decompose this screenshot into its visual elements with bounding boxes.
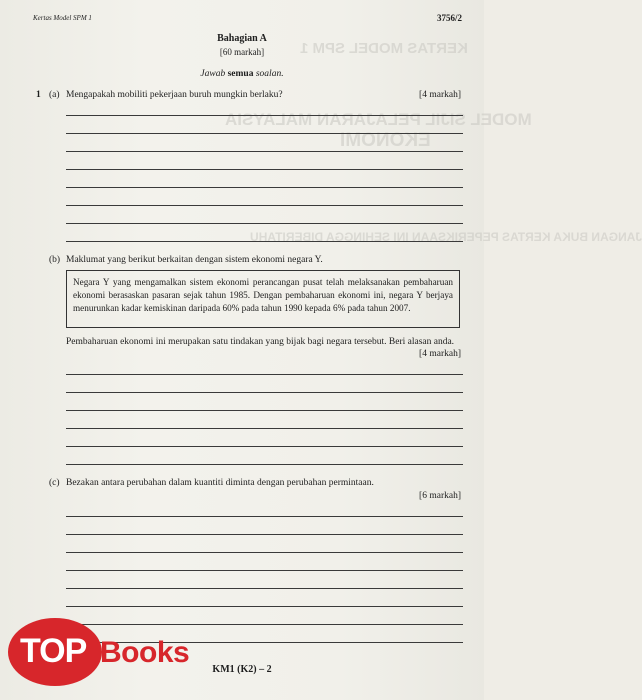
section-instruction: Jawab semua soalan. bbox=[200, 69, 284, 79]
answer-line bbox=[66, 374, 463, 375]
answer-line bbox=[66, 223, 463, 224]
question-number: 1 bbox=[36, 90, 41, 100]
answer-line bbox=[66, 187, 463, 188]
part-b-question: Pembaharuan ekonomi ini merupakan satu tindakan yang bijak bagi negara tersebut. Beri alasan anda. bbox=[66, 337, 455, 347]
logo-books-text: Books bbox=[100, 636, 190, 669]
answer-line bbox=[66, 464, 463, 465]
answer-line bbox=[66, 169, 463, 170]
answer-line bbox=[66, 606, 463, 607]
answer-line bbox=[66, 588, 463, 589]
paper-header-title: Kertas Model SPM 1 bbox=[33, 14, 92, 22]
answer-line bbox=[66, 133, 463, 134]
answer-line bbox=[66, 446, 463, 447]
logo-top-text: TOP bbox=[20, 632, 87, 670]
show-through-text: JANGAN BUKA KERTAS PEPERIKSAAN INI SEHINGGA DIBERITAHU bbox=[250, 230, 642, 244]
answer-line bbox=[66, 534, 463, 535]
section-title: Bahagian A bbox=[217, 33, 267, 44]
answer-line bbox=[66, 151, 463, 152]
answer-line bbox=[66, 570, 463, 571]
part-c-question: Bezakan antara perubahan dalam kuantiti diminta dengan perubahan permintaan. bbox=[66, 478, 374, 488]
answer-line bbox=[66, 205, 463, 206]
answer-line bbox=[66, 428, 463, 429]
answer-line bbox=[66, 552, 463, 553]
part-a-question: Mengapakah mobiliti pekerjaan buruh mungkin berlaku? bbox=[66, 90, 283, 100]
info-box: Negara Y yang mengamalkan sistem ekonomi perancangan pusat telah melaksanakan pembaharuan ekonomi berasaskan pasaran sejak tahun 1985. Dengan pembaharuan ekonomi ini, negara Y berjaya menurunkan kadar kemiskinan daripada 60% pada tahun 1990 kepada 6% pada tahun 2007. bbox=[66, 270, 460, 328]
part-a-marks: [4 markah] bbox=[419, 90, 461, 100]
part-b-intro: Maklumat yang berikut berkaitan dengan sistem ekonomi negara Y. bbox=[66, 255, 323, 265]
answer-line bbox=[66, 241, 463, 242]
page-footer: KM1 (K2) – 2 bbox=[212, 664, 272, 675]
part-b-marks: [4 markah] bbox=[419, 349, 461, 359]
part-b-label: (b) bbox=[49, 255, 61, 265]
answer-line bbox=[66, 392, 463, 393]
paper-code: 3756/2 bbox=[436, 13, 462, 23]
answer-line bbox=[66, 516, 463, 517]
part-c-label: (c) bbox=[49, 478, 60, 488]
topbooks-logo bbox=[8, 612, 198, 690]
section-marks: [60 markah] bbox=[219, 47, 265, 57]
show-through-text: MODEL SIJIL PELAJARAN MALAYSIA bbox=[225, 110, 532, 129]
answer-line bbox=[66, 115, 463, 116]
part-c-marks: [6 markah] bbox=[419, 491, 461, 501]
show-through-text: KERTAS MODEL SPM 1 bbox=[300, 40, 468, 57]
answer-line bbox=[66, 410, 463, 411]
show-through-text: EKONOMI bbox=[340, 130, 431, 151]
part-a-label: (a) bbox=[49, 90, 60, 100]
